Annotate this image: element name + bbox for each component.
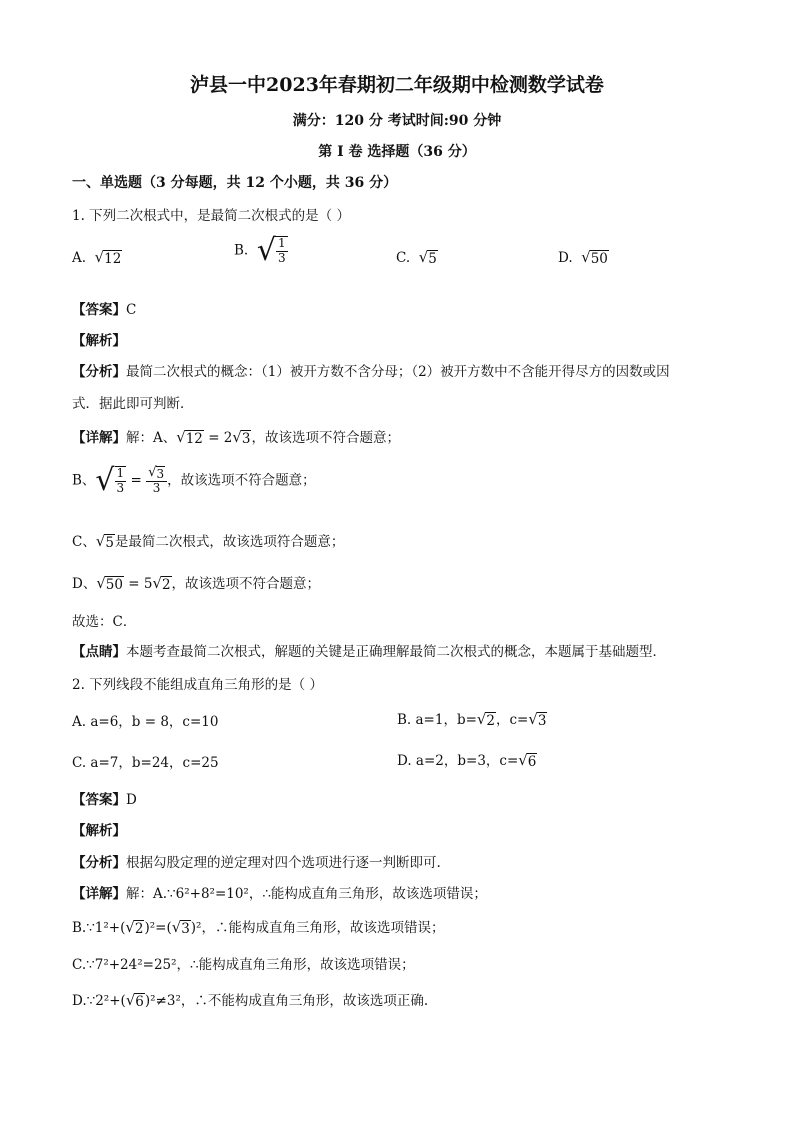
fenxi-text: 根据勾股定理的逆定理对四个选项进行逐一判断即可. — [126, 855, 441, 871]
radical-sign: √ — [256, 233, 276, 268]
detail-text: 解：A、 — [126, 430, 177, 446]
sqrt-expr: √ 2 — [476, 709, 495, 729]
q2-answer — [72, 788, 137, 808]
fenxi-text: 最简二次根式的概念：（1）被开方数不含分母；（2）被开方数中不含能开得尽方的因数或因 — [126, 364, 670, 380]
detail-text: ，故该选项不符合题意； — [251, 430, 400, 446]
radicand: 5 — [105, 534, 114, 551]
radicand: 3 — [537, 712, 547, 729]
q1-detail-b — [72, 463, 316, 499]
sqrt-expr: √ 3 — [171, 917, 190, 937]
radicand: 12 — [104, 251, 122, 267]
fraction — [115, 466, 127, 496]
exam-title: 泸县一中2023年春期初二年级期中检测数学试卷 — [190, 74, 604, 96]
numerator: 1 — [116, 466, 125, 481]
part-heading: 第 I 卷 选择题（36 分） — [318, 144, 476, 160]
q1-option-c — [396, 250, 438, 267]
q1-detail-a — [72, 426, 400, 447]
q2-stem: 2. 下列线段不能组成直角三角形的是（ ） — [72, 677, 323, 693]
q2-detail-a — [72, 882, 487, 902]
radicand: 6 — [135, 993, 144, 1010]
option-text: D. a=2，b=3，c= — [397, 753, 519, 769]
q2-fenxi — [72, 851, 441, 871]
dianjing-tag: 【点睛】 — [72, 644, 126, 660]
equals-text: = 5 — [123, 576, 153, 592]
sqrt-expr: √ 2 — [152, 573, 171, 593]
q1-stem: 1. 下列二次根式中，是最简二次根式的是（ ） — [72, 208, 350, 224]
radicand: 6 — [527, 753, 537, 770]
sqrt-expr: √ 5 — [418, 248, 437, 267]
radicand: 3 — [181, 920, 190, 937]
radicand: 12 — [185, 430, 203, 447]
detail-text: )²=( — [144, 920, 172, 936]
q1-analysis-tag: 【解析】 — [72, 333, 126, 349]
sqrt-expr: √ 12 — [94, 248, 122, 267]
detail-text: 是最简二次根式，故该选项符合题意； — [114, 534, 345, 550]
radicand: 3 — [241, 430, 251, 447]
q1-option-b — [234, 233, 288, 268]
q2-option-d — [397, 749, 537, 770]
sqrt-expr: √ 6 — [518, 750, 537, 770]
sqrt-expr: √ 3 — [528, 709, 547, 729]
sqrt-expr: √ 6 — [125, 990, 144, 1010]
sqrt-expr: √ 50 — [581, 248, 608, 267]
sqrt-expr: √ 12 — [176, 427, 203, 447]
q1-option-d — [558, 250, 609, 267]
answer-tag: 【答案】 — [72, 302, 126, 318]
q2-detail-d — [72, 989, 428, 1010]
denominator: 3 — [277, 251, 286, 265]
q1-option-a — [72, 250, 122, 267]
fenxi-tag: 【分析】 — [72, 855, 126, 871]
radical-sign: √ — [95, 463, 115, 499]
exam-meta: 满分：120 分 考试时间:90 分钟 — [292, 113, 502, 129]
detail-text: )²，∴能构成直角三角形，故该选项错误； — [190, 920, 445, 936]
radicand: 50 — [590, 251, 608, 267]
answer-value: C — [126, 302, 137, 318]
option-label: B. — [234, 242, 249, 259]
denominator: 3 — [116, 481, 125, 496]
q1-fenxi-cont: 式．据此即可判断． — [72, 396, 194, 412]
q1-fenxi — [72, 360, 670, 380]
detail-text: D、 — [72, 576, 97, 592]
q2-detail-b — [72, 916, 444, 937]
q2-option-a: A. a=6，b = 8，c=10 — [72, 714, 219, 730]
equals-text: = 2 — [203, 430, 233, 446]
answer-value: D — [126, 792, 137, 808]
equals-text: = — [126, 472, 147, 489]
q2-detail-c: C.∵7²+24²=25²，∴能构成直角三角形，故该选项错误； — [72, 957, 415, 973]
q1-dianjing — [72, 640, 666, 660]
sqrt-expr: √ 50 — [96, 573, 123, 593]
sqrt-expr: √ 5 — [95, 531, 114, 551]
detail-text: B.∵1²+( — [72, 920, 126, 936]
q1-choice: 故选：C． — [72, 614, 137, 630]
sqrt-expr: √ 2 — [125, 917, 144, 937]
q1-answer — [72, 298, 136, 318]
option-label: C. — [396, 250, 411, 267]
option-text: ，c= — [495, 712, 529, 728]
numerator: 1 — [277, 236, 286, 251]
q1-detail-d — [72, 572, 320, 593]
answer-tag: 【答案】 — [72, 792, 126, 808]
option-label: A. — [72, 250, 87, 267]
detail-tag: 【详解】 — [72, 886, 126, 902]
radicand: 2 — [161, 576, 171, 593]
radicand: 5 — [428, 251, 437, 267]
detail-text: D.∵2²+( — [72, 993, 126, 1009]
detail-tag: 【详解】 — [72, 430, 126, 446]
fenxi-tag: 【分析】 — [72, 364, 126, 380]
fraction — [146, 466, 167, 496]
radicand: 2 — [486, 712, 495, 729]
q2-option-c: C. a=7，b=24，c=25 — [72, 755, 219, 771]
q2-analysis-tag: 【解析】 — [72, 823, 126, 839]
radicand: 50 — [105, 576, 123, 593]
detail-text: B、 — [72, 472, 96, 489]
detail-text: ，故该选项不符合题意； — [171, 576, 321, 592]
denominator: 3 — [152, 481, 161, 496]
dianjing-text: 本题考查最简二次根式，解题的关键是正确理解最简二次根式的概念，本题属于基础题型． — [126, 644, 666, 660]
radicand: 2 — [134, 920, 144, 937]
q2-option-b — [397, 708, 547, 729]
detail-text: )²≠3²，∴不能构成直角三角形，故该选项正确. — [144, 993, 429, 1009]
numerator: √ 3 — [146, 466, 167, 482]
detail-text: 解：A.∵6²+8²=10²，∴能构成直角三角形，故该选项错误； — [126, 886, 487, 902]
option-text: B. a=1，b= — [397, 712, 477, 728]
option-label: D. — [558, 250, 573, 267]
radicand: 3 — [156, 467, 165, 481]
sqrt-expr: √ 3 — [232, 427, 251, 447]
detail-text: ，故该选项不符合题意； — [167, 472, 316, 489]
q1-detail-c — [72, 530, 344, 551]
detail-text: C、 — [72, 534, 96, 550]
section-heading: 一、单选题（3 分每题，共 12 个小题，共 36 分） — [72, 175, 398, 191]
fraction — [276, 236, 288, 266]
